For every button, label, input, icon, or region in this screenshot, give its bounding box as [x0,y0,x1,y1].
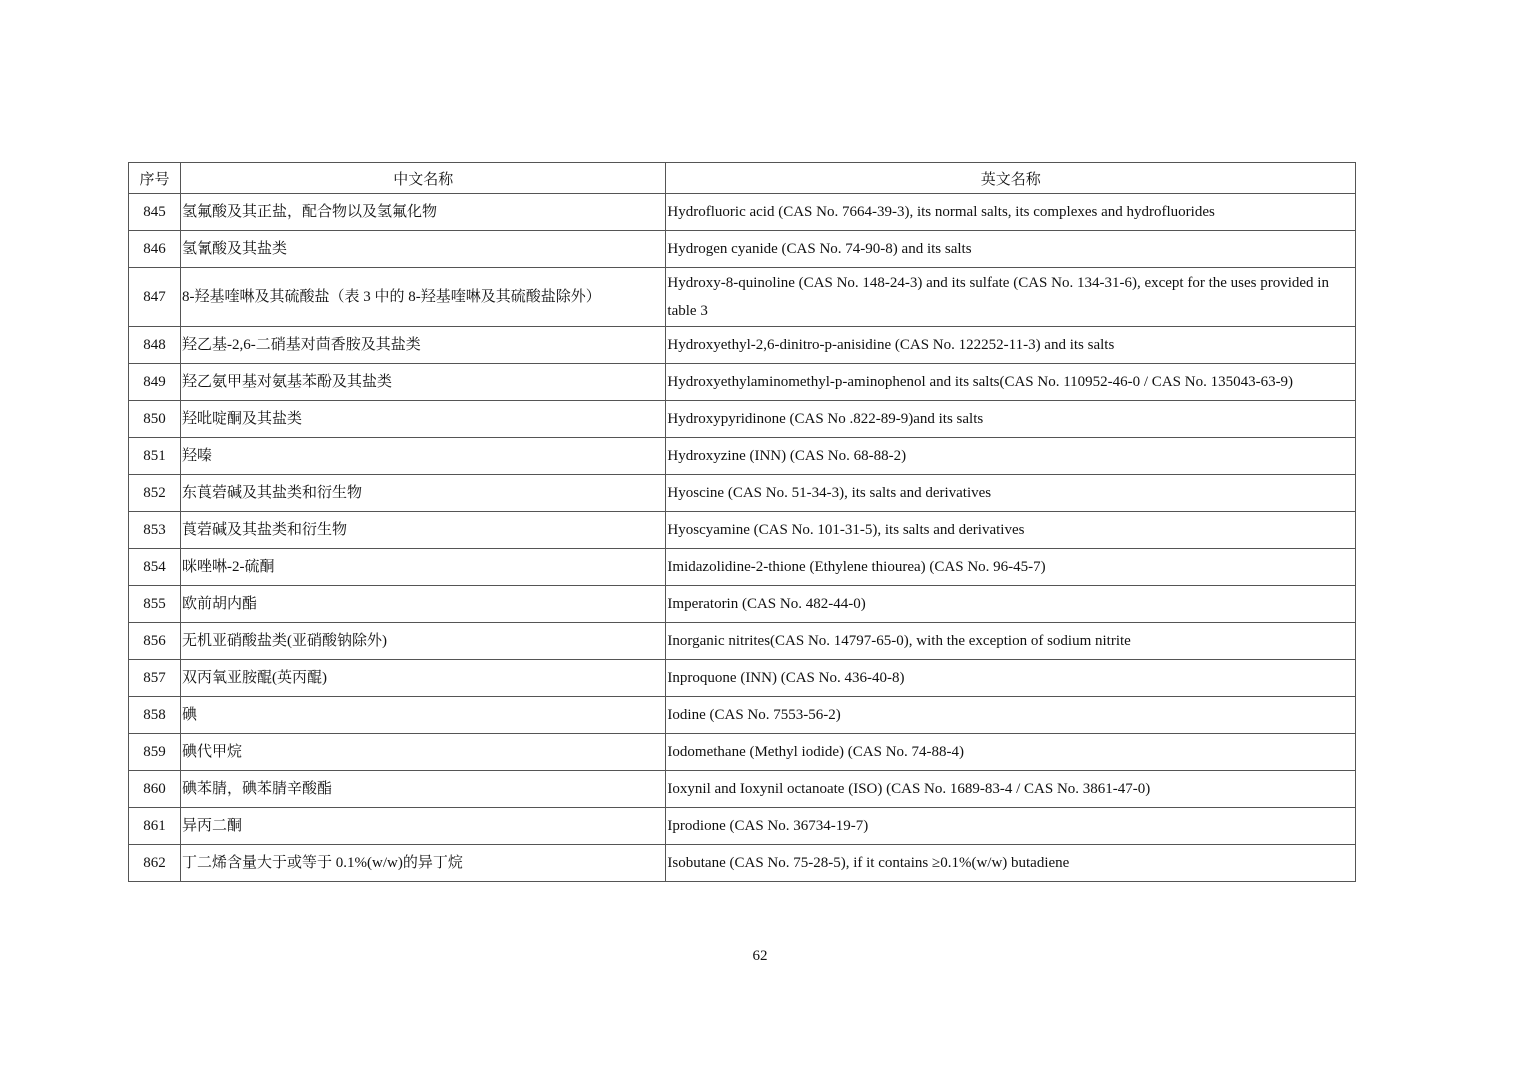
header-chinese-name: 中文名称 [181,163,666,194]
cell-serial-number: 859 [129,734,181,771]
table-row [129,512,1356,549]
cell-serial-number: 860 [129,771,181,808]
cell-serial-number: 858 [129,697,181,734]
cell-chinese-name: 8-羟基喹啉及其硫酸盐（表 3 中的 8-羟基喹啉及其硫酸盐除外） [181,268,666,327]
cell-chinese-name: 碘苯腈，碘苯腈辛酸酯 [181,771,666,808]
cell-english-name: Iodomethane (Methyl iodide) (CAS No. 74-88-4) [666,734,1356,771]
cell-english-name: Hydroxy-8-quinoline (CAS No. 148-24-3) and its sulfate (CAS No. 134-31-6), except for the uses provided in table 3 [666,268,1356,327]
table-row [129,697,1356,734]
table-row [129,808,1356,845]
table-row [129,623,1356,660]
table-row [129,734,1356,771]
cell-chinese-name: 羟乙基-2,6-二硝基对茴香胺及其盐类 [181,327,666,364]
cell-english-name: Inproquone (INN) (CAS No. 436-40-8) [666,660,1356,697]
table-row [129,231,1356,268]
table-row [129,660,1356,697]
cell-serial-number: 846 [129,231,181,268]
cell-serial-number: 857 [129,660,181,697]
cell-english-name: Hydroxyethylaminomethyl-p-aminophenol and its salts(CAS No. 110952-46-0 / CAS No. 135043-63-9) [666,364,1356,401]
cell-serial-number: 861 [129,808,181,845]
cell-english-name: Iprodione (CAS No. 36734-19-7) [666,808,1356,845]
cell-english-name: Imidazolidine-2-thione (Ethylene thiourea) (CAS No. 96-45-7) [666,549,1356,586]
table-row [129,194,1356,231]
cell-english-name: Hydrogen cyanide (CAS No. 74-90-8) and its salts [666,231,1356,268]
table-row [129,327,1356,364]
table-row [129,438,1356,475]
cell-english-name: Hyoscyamine (CAS No. 101-31-5), its salts and derivatives [666,512,1356,549]
cell-english-name: Hyoscine (CAS No. 51-34-3), its salts and derivatives [666,475,1356,512]
cell-chinese-name: 羟吡啶酮及其盐类 [181,401,666,438]
cell-english-name: Ioxynil and Ioxynil octanoate (ISO) (CAS No. 1689-83-4 / CAS No. 3861-47-0) [666,771,1356,808]
cell-chinese-name: 欧前胡内酯 [181,586,666,623]
cell-chinese-name: 双丙氧亚胺醌(英丙醌) [181,660,666,697]
cell-serial-number: 847 [129,268,181,327]
cell-serial-number: 856 [129,623,181,660]
table-header-row [129,163,1356,194]
cell-chinese-name: 羟乙氨甲基对氨基苯酚及其盐类 [181,364,666,401]
cell-english-name: Inorganic nitrites(CAS No. 14797-65-0), with the exception of sodium nitrite [666,623,1356,660]
cell-serial-number: 854 [129,549,181,586]
cell-english-name: Hydroxyzine (INN) (CAS No. 68-88-2) [666,438,1356,475]
table-row [129,401,1356,438]
cell-serial-number: 849 [129,364,181,401]
cell-serial-number: 851 [129,438,181,475]
table-row [129,549,1356,586]
cell-chinese-name: 氢氰酸及其盐类 [181,231,666,268]
cell-english-name: Hydrofluoric acid (CAS No. 7664-39-3), its normal salts, its complexes and hydrofluorides [666,194,1356,231]
cell-serial-number: 853 [129,512,181,549]
cell-serial-number: 855 [129,586,181,623]
cell-chinese-name: 无机亚硝酸盐类(亚硝酸钠除外) [181,623,666,660]
cell-serial-number: 862 [129,845,181,882]
header-english-name: 英文名称 [666,163,1356,194]
cell-chinese-name: 莨菪碱及其盐类和衍生物 [181,512,666,549]
cell-chinese-name: 碘 [181,697,666,734]
table-row [129,268,1356,327]
cell-chinese-name: 咪唑啉-2-硫酮 [181,549,666,586]
cell-serial-number: 848 [129,327,181,364]
cell-serial-number: 850 [129,401,181,438]
table-row [129,364,1356,401]
cell-chinese-name: 异丙二酮 [181,808,666,845]
cell-chinese-name: 丁二烯含量大于或等于 0.1%(w/w)的异丁烷 [181,845,666,882]
cell-serial-number: 845 [129,194,181,231]
table-row [129,586,1356,623]
header-serial-number: 序号 [129,163,181,194]
table-row [129,475,1356,512]
substance-table [128,162,1356,882]
cell-english-name: Imperatorin (CAS No. 482-44-0) [666,586,1356,623]
cell-english-name: Isobutane (CAS No. 75-28-5), if it contains ≥0.1%(w/w) butadiene [666,845,1356,882]
cell-serial-number: 852 [129,475,181,512]
cell-chinese-name: 氢氟酸及其正盐，配合物以及氢氟化物 [181,194,666,231]
table-row [129,771,1356,808]
cell-chinese-name: 碘代甲烷 [181,734,666,771]
cell-chinese-name: 羟嗪 [181,438,666,475]
cell-english-name: Hydroxyethyl-2,6-dinitro-p-anisidine (CAS No. 122252-11-3) and its salts [666,327,1356,364]
page-number: 62 [752,948,768,964]
cell-chinese-name: 东莨菪碱及其盐类和衍生物 [181,475,666,512]
table-row [129,845,1356,882]
cell-english-name: Hydroxypyridinone (CAS No .822-89-9)and its salts [666,401,1356,438]
cell-english-name: Iodine (CAS No. 7553-56-2) [666,697,1356,734]
